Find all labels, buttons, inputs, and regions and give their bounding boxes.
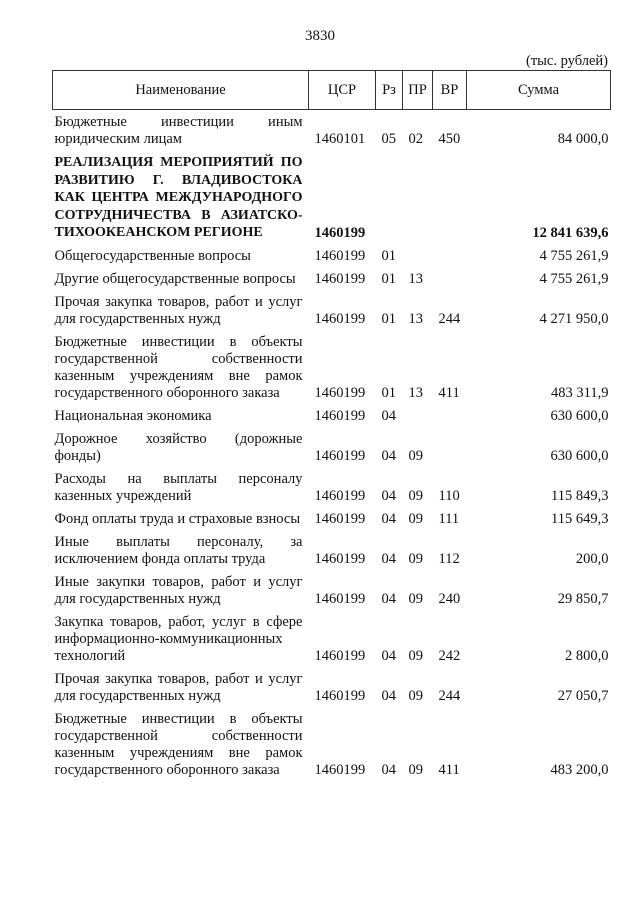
cell-pr: 09 [408,487,423,504]
table-row [53,402,611,425]
table-row [53,528,611,568]
cell-sum: 4 755 261,9 [539,247,609,264]
cell-rz: 05 [381,131,396,147]
cell-rz: 04 [381,407,396,424]
cell-rz: 01 [381,270,396,287]
cell-vr: 244 [438,687,461,704]
cell-name: Иные закупки товаров, работ и услуг для государственных нужд [54,573,303,607]
cell-vr: 110 [438,487,460,504]
cell-sum: 4 755 261,9 [539,270,609,287]
cell-rz: 04 [381,687,396,704]
table-row [53,425,611,465]
cell-sum: 630 600,0 [550,447,609,464]
table-row [53,608,611,665]
cell-vr [433,265,467,288]
table-row [53,148,611,242]
cell-csr: 1460199 [314,384,366,401]
cell-rz: 04 [381,487,396,504]
header-pr: ПР [403,71,433,110]
cell-vr: 242 [438,647,461,664]
cell-sum: 115 849,3 [551,487,609,504]
cell-vr: 450 [438,131,461,147]
cell-pr: 13 [408,384,423,401]
cell-vr: 411 [438,384,460,401]
cell-sum: 630 600,0 [550,407,609,424]
header-rz: Рз [376,71,403,110]
cell-csr: 1460199 [314,761,366,778]
table-row [53,465,611,505]
cell-csr: 1460199 [314,590,366,607]
cell-pr [403,148,433,242]
cell-pr: 09 [408,590,423,607]
cell-csr: 1460199 [314,224,366,241]
table-row [53,568,611,608]
cell-vr: 411 [438,761,460,778]
cell-pr: 09 [408,647,423,664]
cell-pr: 09 [408,510,423,527]
cell-pr: 09 [408,761,423,778]
cell-name: Дорожное хозяйство (дорожные фонды) [54,430,303,464]
cell-name: Бюджетные инвестиции в объекты государственной собственности казенным учреждениям вне рамок государственного оборонного заказа [54,710,303,778]
cell-sum: 200,0 [575,550,609,567]
cell-csr: 1460199 [314,487,366,504]
cell-name: Фонд оплаты труда и страховые взносы [54,510,301,527]
cell-vr [433,425,467,465]
cell-csr: 1460199 [314,407,366,424]
cell-pr [403,242,433,265]
cell-sum: 12 841 639,6 [532,224,609,241]
cell-sum: 115 649,3 [551,510,609,527]
table-row [53,288,611,328]
table-row [53,705,611,779]
cell-name: Прочая закупка товаров, работ и услуг для государственных нужд [54,670,303,704]
table-header [53,71,611,110]
cell-name: Прочая закупка товаров, работ и услуг для государственных нужд [54,293,303,327]
cell-pr: 13 [408,310,423,327]
cell-rz [376,148,403,242]
cell-name: Иные выплаты персоналу, за исключением фонда оплаты труда [54,533,303,567]
table-row [53,242,611,265]
cell-rz: 04 [381,761,396,778]
cell-pr: 13 [408,270,423,287]
cell-rz: 04 [381,550,396,567]
cell-sum: 4 271 950,0 [539,310,609,327]
header-csr: ЦСР [309,71,376,110]
table-row [53,110,611,149]
cell-csr: 1460199 [314,310,366,327]
table-row [53,265,611,288]
cell-pr [403,402,433,425]
cell-csr: 1460199 [314,550,366,567]
cell-name: Закупка товаров, работ, услуг в сфере информационно-коммуникационных технологий [54,613,303,664]
cell-name: Бюджетные инвестиции в объекты государственной собственности казенным учреждениям вне рамок государственного оборонного заказа [54,333,303,401]
cell-sum: 2 800,0 [565,647,609,664]
cell-pr: 09 [408,447,423,464]
cell-csr: 1460199 [314,510,366,527]
cell-csr: 1460199 [314,687,366,704]
cell-sum: 483 200,0 [550,761,609,778]
cell-vr: 240 [438,590,461,607]
cell-vr: 111 [438,510,460,527]
header-name: Наименование [53,71,309,110]
cell-vr [433,148,467,242]
budget-table [52,70,611,779]
table-row [53,328,611,402]
cell-vr: 112 [438,550,460,567]
cell-vr [433,242,467,265]
cell-sum: 483 311,9 [551,384,609,401]
table-row [53,505,611,528]
cell-sum: 27 050,7 [557,687,609,704]
cell-rz: 04 [381,447,396,464]
cell-pr: 09 [408,550,423,567]
cell-csr: 1460199 [314,270,366,287]
page-number: 3830 [305,28,335,44]
cell-rz: 04 [381,510,396,527]
cell-csr: 1460199 [314,647,366,664]
table-row [53,665,611,705]
header-vr: ВР [433,71,467,110]
cell-pr: 09 [408,687,423,704]
cell-sum: 29 850,7 [557,590,609,607]
cell-csr: 1460199 [314,247,366,264]
header-sum: Сумма [467,71,611,110]
cell-vr: 244 [438,310,461,327]
cell-rz: 01 [381,310,396,327]
cell-csr: 1460199 [314,447,366,464]
cell-name: Общегосударственные вопросы [54,247,251,264]
cell-sum: 84 000,0 [557,131,609,147]
cell-name: Расходы на выплаты персоналу казенных учреждений [54,470,303,504]
cell-rz: 04 [381,647,396,664]
cell-name: РЕАЛИЗАЦИЯ МЕРОПРИЯТИЙ ПО РАЗВИТИЮ Г. ВЛАДИВОСТОКА КАК ЦЕНТРА МЕЖДУНАРОДНОГО СОТРУДНИЧЕСТВА В АЗИАТСКО-ТИХООКЕАНСКОМ РЕГИОНЕ [54,155,303,240]
cell-name: Другие общегосударственные вопросы [54,270,296,287]
units-note: (тыс. рублей) [526,53,608,69]
cell-csr: 1460101 [314,131,366,147]
cell-rz: 01 [381,247,396,264]
cell-rz: 04 [381,590,396,607]
cell-name: Национальная экономика [54,407,212,424]
cell-name: Бюджетные инвестиции иным юридическим лицам [54,114,303,147]
cell-rz: 01 [381,384,396,401]
cell-pr: 02 [408,131,423,147]
cell-vr [433,402,467,425]
